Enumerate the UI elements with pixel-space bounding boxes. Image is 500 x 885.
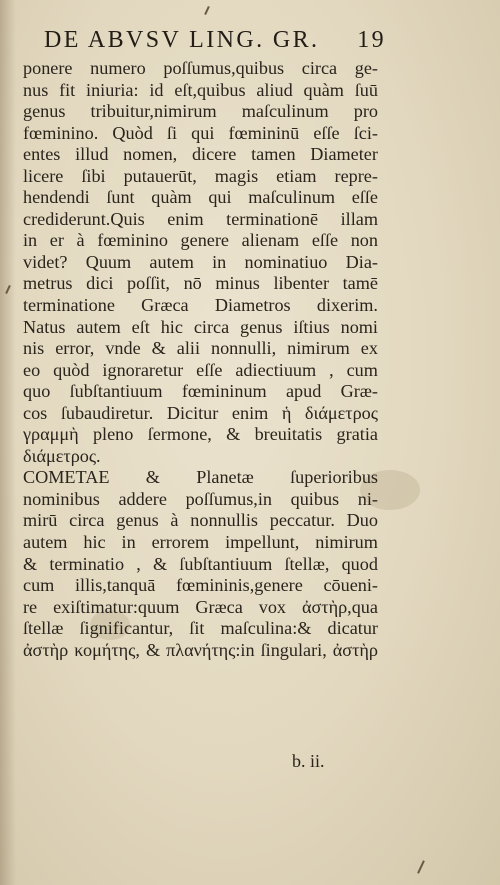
word: errorem [151,532,210,553]
ink-speck [417,860,425,874]
word: apud [285,381,322,402]
body-text [23,58,378,661]
text-line [23,554,378,576]
word: ſuperioribus [290,467,378,488]
word: videt? [23,251,68,272]
word: Quòd [112,122,153,143]
text-line [23,510,378,532]
text-line [23,424,378,446]
word: nomi [340,316,378,337]
word: nis [23,338,45,359]
word: in [121,532,136,553]
word: re [23,596,38,617]
word: exiſtimatur:quum [53,596,180,617]
word: nō [183,273,202,294]
word: poſſumus,quibus [163,58,285,78]
word: crediderunt.Quis [23,208,145,229]
word: in [212,251,227,272]
word: ἡ [281,402,292,423]
ink-speck [204,6,210,15]
word: fœminino. [23,122,99,143]
word: ſtellæ, [284,553,330,574]
word: genus [116,510,159,531]
word: quàm [151,187,192,208]
text-line [23,252,378,274]
word: Græca [195,596,243,617]
word: adiectiuum [235,359,317,380]
word: & [145,467,160,488]
text-line [23,230,378,252]
word: autem [149,251,194,272]
word: entes [23,144,61,165]
word: Dicitur [166,402,219,423]
word: ex [360,338,378,359]
word: dixerim. [316,295,378,316]
gutter-shadow [0,0,16,885]
word: quibus [290,488,340,509]
text-line [23,295,378,317]
word: fœmininum [181,381,267,402]
word: & [145,639,161,660]
word: putauerūt, [123,165,197,186]
word: hendendi [23,187,90,208]
word: qui [191,122,215,143]
word: non [350,230,378,251]
word: pro [353,101,378,122]
word: quo [23,381,51,402]
word: Græca [141,295,189,316]
word: dici [86,273,114,294]
text-line [23,575,378,597]
word: cōueni- [323,575,378,596]
word: impellunt, [225,532,300,553]
text-line [23,209,378,231]
text-line: διάμετρος. [23,445,101,466]
word: & [226,424,241,445]
word: pleno [92,424,134,445]
text-line [23,467,378,489]
word: Diametros [214,295,291,316]
word: γραμμὴ [23,424,79,445]
word: ſuū [354,79,378,100]
word: tamē [342,273,378,294]
word: ſermone, [147,424,212,445]
word: metrus [23,273,73,294]
word: ſibi [81,165,106,186]
word: maſculinum [241,101,329,122]
word: licere [23,165,64,186]
word: eſt,quibus [174,79,246,100]
word: magis [214,165,259,186]
word: nominibus [23,488,100,509]
word: ἀστὴρ,qua [301,596,378,617]
word: circa [301,58,338,78]
word: eo [23,359,41,380]
word: poſſit, [127,273,170,294]
word: alii [176,338,201,359]
word: Duo [346,510,378,531]
word: breuitatis [254,424,323,445]
word: Diameter [310,144,378,165]
word: & [152,553,168,574]
signature-mark: b. ii. [292,751,325,771]
word: quàm [303,79,344,100]
text-line [23,489,378,511]
word: dicere [191,144,237,165]
word: tamen [251,144,296,165]
word: ſubſtantiuum [69,381,163,402]
word: circa [69,510,105,531]
word: tribuitur,nimirum [90,101,217,122]
word: illud [75,144,109,165]
word: fœmininis,genere [176,575,303,596]
word: ſignificantur, [79,618,174,639]
word: ſit [189,618,205,639]
word: er [49,230,64,251]
running-head [44,27,386,57]
word: nimirum [287,338,350,359]
word: eſſe [313,122,340,143]
text-line [23,317,378,339]
word: maſculina:& [220,618,312,639]
word: ignoraretur [102,359,184,380]
word: hic [160,316,183,337]
word: quod [341,553,378,574]
word: Natus [23,316,66,337]
text-line [23,273,378,295]
word: numero [90,58,146,78]
word: πλανήτης:in [166,639,255,660]
word: eſt [131,316,150,337]
word: Dia- [345,251,378,272]
word: gratia [336,424,378,445]
word: , [329,359,334,380]
text-line [23,144,378,166]
word: genus [23,101,66,122]
word: Græ- [340,381,378,402]
running-head-title: DE ABVSV LING. GR. [44,27,320,53]
word: ge- [354,58,378,78]
text-line [23,403,378,425]
word: enim [167,208,204,229]
word: Planetæ [196,467,254,488]
text-line [23,381,378,403]
word: autem [23,532,68,553]
word: ſci- [353,122,378,143]
word: maſculinum [248,187,336,208]
word: terminatione [23,295,115,316]
word: quòd [53,359,90,380]
word: fœmininū [228,122,300,143]
word: dicatur [327,618,378,639]
word: iniuria: [86,79,139,100]
text-line [23,532,378,554]
word: eſſe [196,359,223,380]
word: cum [23,575,55,596]
word: ponere [23,58,73,78]
word: autem [76,316,121,337]
word: peccatur. [269,510,335,531]
word: aliud [256,79,293,100]
word: nus [23,79,49,100]
text-line [23,101,378,123]
word: nonnulli, [210,338,277,359]
word: minus [215,273,260,294]
word: iſtius [293,316,330,337]
text-line [23,338,378,360]
text-line [23,597,378,619]
word: alienam [241,230,300,251]
word: id [149,79,164,100]
text-line [23,187,378,209]
word: & [23,553,38,574]
word: libenter [273,273,330,294]
word: nimirum [315,532,378,553]
word: κομήτης, [74,639,140,660]
word: poſſumus,in [185,488,272,509]
word: nonnullis [190,510,258,531]
word: genere [180,230,230,251]
text-line [23,80,378,102]
word: COMETAE [23,467,110,488]
text-line [23,123,378,145]
text-line [23,166,378,188]
word: διάμετρος [304,402,378,423]
word: genus [240,316,283,337]
text-line [23,640,378,662]
word: & [151,338,166,359]
word: vnde [105,338,141,359]
word: illis,tanquā [75,575,156,596]
text-line [23,360,378,382]
word: ſubſtantiuum [179,553,273,574]
word: ſubaudiretur. [60,402,154,423]
word: illam [340,208,378,229]
word: cos [23,402,48,423]
word: error, [55,338,95,359]
word: , [136,553,141,574]
word: in [23,230,38,251]
word: etiam [276,165,317,186]
word: fit [59,79,76,100]
word: qui [208,187,232,208]
word: mirū [23,510,58,531]
word: vox [258,596,286,617]
word: à [76,230,85,251]
word: hic [83,532,106,553]
word: à [170,510,179,531]
word: nominatiuo [244,251,328,272]
word: ſi [166,122,178,143]
text-line [23,58,378,80]
word: nomen, [123,144,178,165]
word: cum [346,359,378,380]
word: terminatio [49,553,125,574]
word: ſunt [106,187,135,208]
word: addere [118,488,167,509]
word: ἀστὴρ [23,639,69,660]
text-line [23,618,378,640]
word: ἀστὴρ [332,639,378,660]
word: repre- [334,165,378,186]
word: fœminino [97,230,168,251]
word: terminationē [226,208,319,229]
word: eſſe [311,230,339,251]
word: Quum [85,251,132,272]
word: ſingulari, [260,639,327,660]
word: circa [193,316,230,337]
word: ni- [357,488,378,509]
word: ſtellæ [23,618,64,639]
page-number: 19 [357,27,386,53]
word: eſſe [351,187,378,208]
word: enim [231,402,269,423]
